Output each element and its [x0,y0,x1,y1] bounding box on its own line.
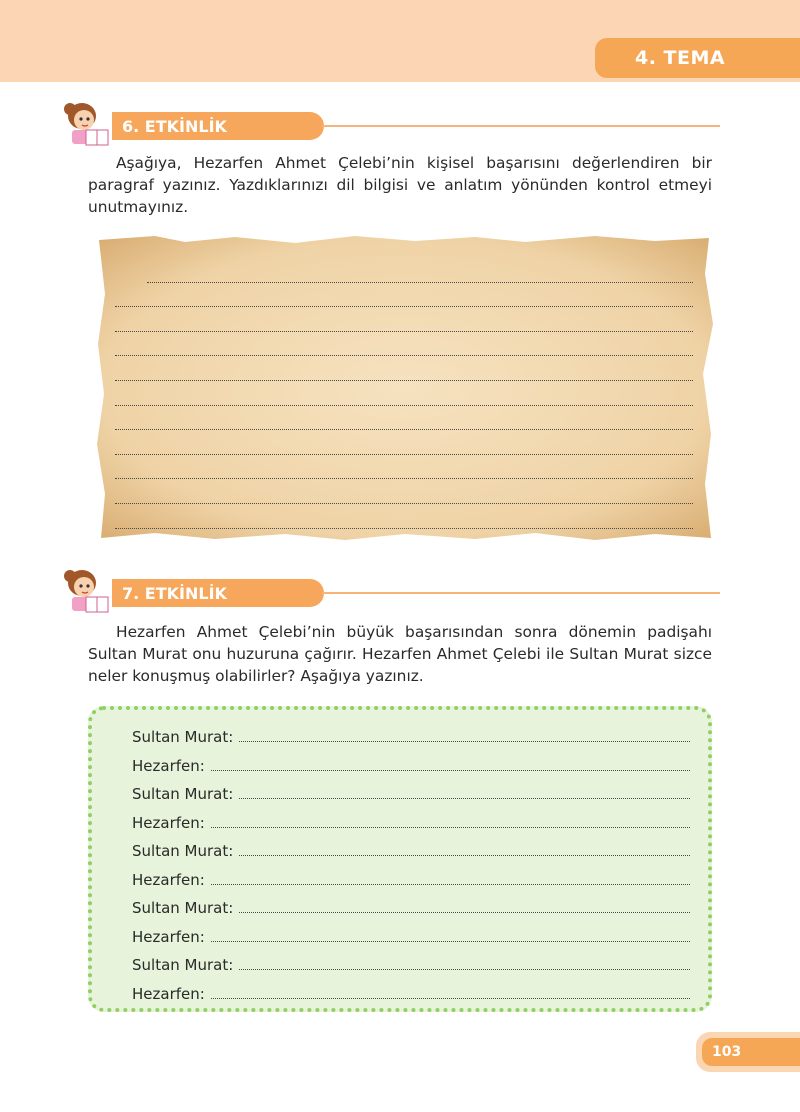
dialog-row[interactable] [132,834,690,862]
writing-lines [115,262,693,533]
speaker-label: Sultan Murat: [132,899,234,917]
answer-line[interactable] [211,827,690,828]
page-number: 103 [702,1038,800,1066]
activity-6-title: 6. ETKİNLİK [112,112,324,140]
speaker-label: Sultan Murat: [132,785,234,803]
activity-6-header [60,106,720,146]
speaker-label: Hezarfen: [132,814,205,832]
dialog-row[interactable] [132,777,690,805]
writing-line[interactable] [115,410,693,435]
activity-6-instruction: Aşağıya, Hezarfen Ahmet Çelebi’nin kişisel başarısını değerlendiren bir paragraf yazınız. Yazdıklarınızı dil bilgisi ve anlatım yönünden kontrol etmeyi unutmayınız. [88,154,712,216]
dialog-row[interactable] [132,806,690,834]
writing-line[interactable] [115,360,693,385]
answer-line[interactable] [211,998,690,999]
dialog-row[interactable] [132,948,690,976]
speaker-label: Hezarfen: [132,985,205,1003]
dialog-row[interactable] [132,720,690,748]
writing-parchment [95,234,715,542]
answer-line[interactable] [239,969,690,970]
speaker-label: Sultan Murat: [132,842,234,860]
answer-line[interactable] [211,941,690,942]
speaker-label: Sultan Murat: [132,956,234,974]
girl-reading-mascot-icon [60,567,118,617]
writing-line[interactable] [115,483,693,508]
speaker-label: Hezarfen: [132,757,205,775]
girl-reading-mascot-icon [60,100,118,150]
writing-line[interactable] [115,459,693,484]
dialog-box [88,706,712,1012]
answer-line[interactable] [239,741,690,742]
answer-line[interactable] [239,912,690,913]
writing-line[interactable] [115,385,693,410]
speaker-label: Hezarfen: [132,928,205,946]
answer-line[interactable] [211,770,690,771]
dialog-row[interactable] [132,977,690,1005]
writing-line[interactable] [115,508,693,533]
speaker-label: Hezarfen: [132,871,205,889]
theme-tab [595,38,800,78]
dialog-row[interactable] [132,920,690,948]
dialog-row[interactable] [132,863,690,891]
writing-line[interactable] [115,311,693,336]
theme-label: 4. TEMA [635,47,726,69]
answer-line[interactable] [239,798,690,799]
speaker-label: Sultan Murat: [132,728,234,746]
writing-line[interactable] [115,336,693,361]
writing-line[interactable] [115,287,693,312]
activity-7-instruction: Hezarfen Ahmet Çelebi’nin büyük başarısından sonra dönemin padişahı Sultan Murat onu huzuruna çağırır. Hezarfen Ahmet Çelebi ile Sultan Murat sizce neler konuşmuş olabilirler? Aşağıya yazınız. [88,623,712,685]
activity-7-title: 7. ETKİNLİK [112,579,324,607]
activity-7-header [60,573,720,613]
answer-line[interactable] [239,855,690,856]
dialog-row[interactable] [132,891,690,919]
answer-line[interactable] [211,884,690,885]
page-number-tab [696,1032,800,1072]
activity-6-rule [322,125,720,127]
writing-line[interactable] [115,434,693,459]
dialog-row[interactable] [132,749,690,777]
activity-7-rule [322,592,720,594]
writing-line[interactable] [115,262,693,287]
